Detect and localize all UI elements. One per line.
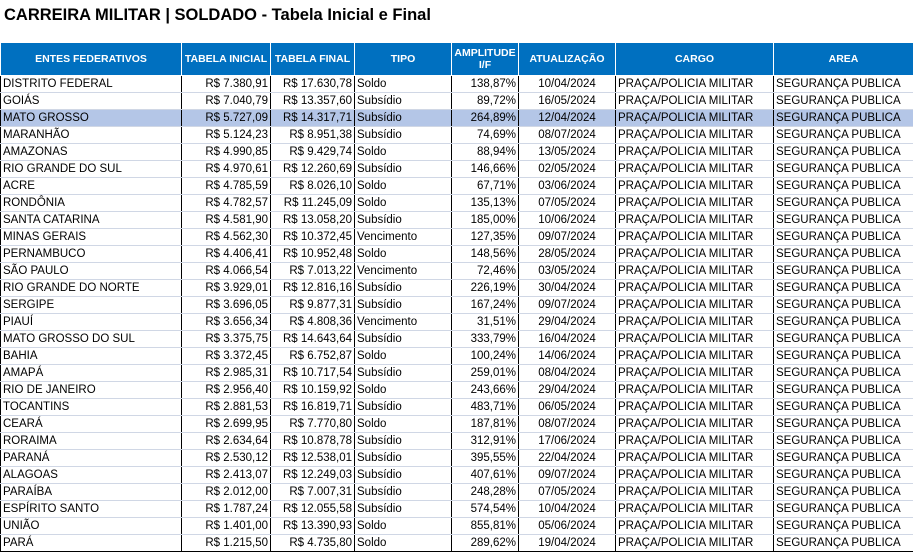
cell-amplitude[interactable]: 395,55% xyxy=(452,450,519,467)
cell-tipo[interactable]: Subsídio xyxy=(355,297,452,314)
cell-atualizacao[interactable]: 08/07/2024 xyxy=(519,416,616,433)
cell-atualizacao[interactable]: 09/07/2024 xyxy=(519,467,616,484)
table-row[interactable] xyxy=(1,450,913,467)
column-header-final[interactable]: TABELA FINAL xyxy=(271,43,355,76)
cell-amplitude[interactable]: 135,13% xyxy=(452,195,519,212)
table-row[interactable] xyxy=(1,161,913,178)
column-header-amplitude[interactable] xyxy=(452,43,519,76)
column-header-amplitude-line1: AMPLITUDE xyxy=(454,47,516,59)
cell-tipo[interactable]: Soldo xyxy=(355,348,452,365)
cell-atualizacao[interactable]: 08/04/2024 xyxy=(519,365,616,382)
cell-tipo[interactable]: Soldo xyxy=(355,246,452,263)
cell-tabela-final[interactable]: R$ 12.055,58 xyxy=(271,501,355,518)
cell-area[interactable]: SEGURANÇA PUBLICA xyxy=(774,76,913,93)
cell-tabela-final[interactable]: R$ 10.372,45 xyxy=(271,229,355,246)
cell-atualizacao[interactable]: 28/05/2024 xyxy=(519,246,616,263)
table-body xyxy=(1,76,913,552)
cell-atualizacao[interactable]: 06/05/2024 xyxy=(519,399,616,416)
cell-cargo[interactable]: PRAÇA/POLICIA MILITAR xyxy=(616,127,774,144)
table-row[interactable] xyxy=(1,314,913,331)
cell-tipo[interactable]: Soldo xyxy=(355,76,452,93)
cell-amplitude[interactable]: 187,81% xyxy=(452,416,519,433)
table-row[interactable] xyxy=(1,501,913,518)
table-row[interactable] xyxy=(1,229,913,246)
column-header-tipo[interactable]: TIPO xyxy=(355,43,452,76)
cell-tipo[interactable]: Subsídio xyxy=(355,127,452,144)
cell-amplitude[interactable]: 100,24% xyxy=(452,348,519,365)
cell-tipo[interactable]: Subsídio xyxy=(355,331,452,348)
cell-atualizacao[interactable]: 17/06/2024 xyxy=(519,433,616,450)
cell-tipo[interactable]: Subsídio xyxy=(355,365,452,382)
cell-area[interactable]: SEGURANÇA PUBLICA xyxy=(774,144,913,161)
cell-tabela-inicial[interactable]: R$ 3.929,01 xyxy=(182,280,271,297)
cell-cargo[interactable]: PRAÇA/POLICIA MILITAR xyxy=(616,144,774,161)
cell-tipo[interactable]: Subsídio xyxy=(355,399,452,416)
table-row[interactable] xyxy=(1,484,913,501)
cell-ente[interactable]: GOIÁS xyxy=(1,93,182,110)
cell-area[interactable]: SEGURANÇA PUBLICA xyxy=(774,195,913,212)
cell-cargo[interactable]: PRAÇA/POLICIA MILITAR xyxy=(616,501,774,518)
cell-tabela-inicial[interactable]: R$ 2.699,95 xyxy=(182,416,271,433)
cell-tipo[interactable]: Soldo xyxy=(355,178,452,195)
table-row[interactable] xyxy=(1,195,913,212)
cell-ente[interactable]: ACRE xyxy=(1,178,182,195)
cell-amplitude[interactable]: 167,24% xyxy=(452,297,519,314)
cell-atualizacao[interactable]: 10/04/2024 xyxy=(519,501,616,518)
cell-tabela-inicial[interactable]: R$ 1.215,50 xyxy=(182,535,271,552)
cell-area[interactable]: SEGURANÇA PUBLICA xyxy=(774,416,913,433)
cell-cargo[interactable]: PRAÇA/POLICIA MILITAR xyxy=(616,382,774,399)
cell-atualizacao[interactable]: 13/05/2024 xyxy=(519,144,616,161)
cell-tabela-final[interactable]: R$ 9.877,31 xyxy=(271,297,355,314)
table-row[interactable] xyxy=(1,144,913,161)
cell-ente[interactable]: PERNAMBUCO xyxy=(1,246,182,263)
cell-area[interactable]: SEGURANÇA PUBLICA xyxy=(774,382,913,399)
cell-tabela-final[interactable]: R$ 10.159,92 xyxy=(271,382,355,399)
cell-cargo[interactable]: PRAÇA/POLICIA MILITAR xyxy=(616,399,774,416)
table-row[interactable] xyxy=(1,467,913,484)
cell-amplitude[interactable]: 89,72% xyxy=(452,93,519,110)
cell-tipo[interactable]: Soldo xyxy=(355,518,452,535)
cell-ente[interactable]: MATO GROSSO xyxy=(1,110,182,127)
cell-tipo[interactable]: Subsídio xyxy=(355,212,452,229)
table-row[interactable] xyxy=(1,416,913,433)
cell-atualizacao[interactable]: 16/05/2024 xyxy=(519,93,616,110)
cell-ente[interactable]: DISTRITO FEDERAL xyxy=(1,76,182,93)
cell-tabela-final[interactable]: R$ 7.770,80 xyxy=(271,416,355,433)
cell-area[interactable]: SEGURANÇA PUBLICA xyxy=(774,127,913,144)
cell-cargo[interactable]: PRAÇA/POLICIA MILITAR xyxy=(616,76,774,93)
cell-area[interactable]: SEGURANÇA PUBLICA xyxy=(774,314,913,331)
cell-ente[interactable]: RIO GRANDE DO SUL xyxy=(1,161,182,178)
cell-cargo[interactable]: PRAÇA/POLICIA MILITAR xyxy=(616,195,774,212)
table-row[interactable] xyxy=(1,246,913,263)
cell-amplitude[interactable]: 312,91% xyxy=(452,433,519,450)
cell-cargo[interactable]: PRAÇA/POLICIA MILITAR xyxy=(616,535,774,552)
cell-tabela-final[interactable]: R$ 12.816,16 xyxy=(271,280,355,297)
cell-atualizacao[interactable]: 22/04/2024 xyxy=(519,450,616,467)
cell-tipo[interactable]: Subsídio xyxy=(355,484,452,501)
cell-amplitude[interactable]: 243,66% xyxy=(452,382,519,399)
cell-tabela-inicial[interactable]: R$ 1.787,24 xyxy=(182,501,271,518)
cell-tabela-final[interactable]: R$ 13.058,20 xyxy=(271,212,355,229)
cell-atualizacao[interactable]: 05/06/2024 xyxy=(519,518,616,535)
cell-amplitude[interactable]: 289,62% xyxy=(452,535,519,552)
cell-tabela-final[interactable]: R$ 4.735,80 xyxy=(271,535,355,552)
table-row[interactable] xyxy=(1,110,913,127)
cell-area[interactable]: SEGURANÇA PUBLICA xyxy=(774,399,913,416)
table-row[interactable] xyxy=(1,348,913,365)
cell-tabela-inicial[interactable]: R$ 7.040,79 xyxy=(182,93,271,110)
cell-tabela-final[interactable]: R$ 16.819,71 xyxy=(271,399,355,416)
cell-area[interactable]: SEGURANÇA PUBLICA xyxy=(774,229,913,246)
cell-cargo[interactable]: PRAÇA/POLICIA MILITAR xyxy=(616,484,774,501)
cell-tabela-final[interactable]: R$ 4.808,36 xyxy=(271,314,355,331)
cell-tabela-final[interactable]: R$ 13.357,60 xyxy=(271,93,355,110)
cell-tipo[interactable]: Vencimento xyxy=(355,229,452,246)
cell-tabela-inicial[interactable]: R$ 4.581,90 xyxy=(182,212,271,229)
cell-amplitude[interactable]: 226,19% xyxy=(452,280,519,297)
cell-area[interactable]: SEGURANÇA PUBLICA xyxy=(774,348,913,365)
cell-tabela-inicial[interactable]: R$ 2.012,00 xyxy=(182,484,271,501)
cell-cargo[interactable]: PRAÇA/POLICIA MILITAR xyxy=(616,297,774,314)
cell-tabela-inicial[interactable]: R$ 2.530,12 xyxy=(182,450,271,467)
cell-tipo[interactable]: Subsídio xyxy=(355,467,452,484)
cell-amplitude[interactable]: 31,51% xyxy=(452,314,519,331)
cell-tabela-final[interactable]: R$ 8.026,10 xyxy=(271,178,355,195)
cell-area[interactable]: SEGURANÇA PUBLICA xyxy=(774,263,913,280)
cell-area[interactable]: SEGURANÇA PUBLICA xyxy=(774,518,913,535)
cell-cargo[interactable]: PRAÇA/POLICIA MILITAR xyxy=(616,93,774,110)
cell-amplitude[interactable]: 127,35% xyxy=(452,229,519,246)
cell-area[interactable]: SEGURANÇA PUBLICA xyxy=(774,535,913,552)
cell-ente[interactable]: AMAPÁ xyxy=(1,365,182,382)
cell-area[interactable]: SEGURANÇA PUBLICA xyxy=(774,161,913,178)
cell-tabela-inicial[interactable]: R$ 5.124,23 xyxy=(182,127,271,144)
cell-atualizacao[interactable]: 30/04/2024 xyxy=(519,280,616,297)
cell-cargo[interactable]: PRAÇA/POLICIA MILITAR xyxy=(616,433,774,450)
cell-tabela-inicial[interactable]: R$ 7.380,91 xyxy=(182,76,271,93)
cell-tabela-inicial[interactable]: R$ 4.066,54 xyxy=(182,263,271,280)
cell-atualizacao[interactable]: 03/05/2024 xyxy=(519,263,616,280)
table-row[interactable] xyxy=(1,535,913,552)
cell-atualizacao[interactable]: 03/06/2024 xyxy=(519,178,616,195)
cell-cargo[interactable]: PRAÇA/POLICIA MILITAR xyxy=(616,331,774,348)
cell-tipo[interactable]: Subsídio xyxy=(355,433,452,450)
cell-ente[interactable]: ALAGOAS xyxy=(1,467,182,484)
cell-tipo[interactable]: Soldo xyxy=(355,535,452,552)
cell-tipo[interactable]: Subsídio xyxy=(355,501,452,518)
cell-tipo[interactable]: Subsídio xyxy=(355,161,452,178)
cell-tabela-final[interactable]: R$ 10.952,48 xyxy=(271,246,355,263)
table-row[interactable] xyxy=(1,518,913,535)
cell-ente[interactable]: SERGIPE xyxy=(1,297,182,314)
cell-ente[interactable]: CEARÁ xyxy=(1,416,182,433)
page-title: CARREIRA MILITAR | SOLDADO - Tabela Inicial e Final xyxy=(4,6,431,24)
cell-tabela-final[interactable]: R$ 14.317,71 xyxy=(271,110,355,127)
cell-tabela-inicial[interactable]: R$ 2.413,07 xyxy=(182,467,271,484)
cell-area[interactable]: SEGURANÇA PUBLICA xyxy=(774,331,913,348)
cell-tabela-inicial[interactable]: R$ 4.990,85 xyxy=(182,144,271,161)
cell-amplitude[interactable]: 574,54% xyxy=(452,501,519,518)
cell-cargo[interactable]: PRAÇA/POLICIA MILITAR xyxy=(616,450,774,467)
cell-area[interactable]: SEGURANÇA PUBLICA xyxy=(774,484,913,501)
cell-ente[interactable]: MATO GROSSO DO SUL xyxy=(1,331,182,348)
cell-amplitude[interactable]: 148,56% xyxy=(452,246,519,263)
cell-atualizacao[interactable]: 29/04/2024 xyxy=(519,382,616,399)
column-header-area[interactable]: AREA xyxy=(774,43,913,76)
cell-atualizacao[interactable]: 29/04/2024 xyxy=(519,314,616,331)
cell-ente[interactable]: AMAZONAS xyxy=(1,144,182,161)
cell-tabela-final[interactable]: R$ 14.643,64 xyxy=(271,331,355,348)
cell-area[interactable]: SEGURANÇA PUBLICA xyxy=(774,450,913,467)
cell-tabela-inicial[interactable]: R$ 2.881,53 xyxy=(182,399,271,416)
cell-amplitude[interactable]: 72,46% xyxy=(452,263,519,280)
table-row[interactable] xyxy=(1,212,913,229)
cell-tabela-final[interactable]: R$ 10.878,78 xyxy=(271,433,355,450)
cell-tabela-inicial[interactable]: R$ 4.406,41 xyxy=(182,246,271,263)
table-row[interactable] xyxy=(1,76,913,93)
cell-amplitude[interactable]: 248,28% xyxy=(452,484,519,501)
cell-ente[interactable]: RONDÔNIA xyxy=(1,195,182,212)
cell-tabela-inicial[interactable]: R$ 4.970,61 xyxy=(182,161,271,178)
cell-atualizacao[interactable]: 19/04/2024 xyxy=(519,535,616,552)
table-row[interactable] xyxy=(1,280,913,297)
cell-amplitude[interactable]: 88,94% xyxy=(452,144,519,161)
cell-tipo[interactable]: Soldo xyxy=(355,195,452,212)
cell-tabela-inicial[interactable]: R$ 2.634,64 xyxy=(182,433,271,450)
cell-amplitude[interactable]: 855,81% xyxy=(452,518,519,535)
cell-ente[interactable]: RIO GRANDE DO NORTE xyxy=(1,280,182,297)
cell-amplitude[interactable]: 333,79% xyxy=(452,331,519,348)
cell-atualizacao[interactable]: 08/07/2024 xyxy=(519,127,616,144)
cell-tipo[interactable]: Soldo xyxy=(355,382,452,399)
cell-area[interactable]: SEGURANÇA PUBLICA xyxy=(774,212,913,229)
cell-area[interactable]: SEGURANÇA PUBLICA xyxy=(774,110,913,127)
cell-ente[interactable]: SANTA CATARINA xyxy=(1,212,182,229)
cell-ente[interactable]: MINAS GERAIS xyxy=(1,229,182,246)
cell-cargo[interactable]: PRAÇA/POLICIA MILITAR xyxy=(616,416,774,433)
cell-tabela-inicial[interactable]: R$ 3.656,34 xyxy=(182,314,271,331)
column-header-cargo[interactable]: CARGO xyxy=(616,43,774,76)
cell-ente[interactable]: PARAÍBA xyxy=(1,484,182,501)
cell-tabela-inicial[interactable]: R$ 1.401,00 xyxy=(182,518,271,535)
cell-atualizacao[interactable]: 10/04/2024 xyxy=(519,76,616,93)
cell-amplitude[interactable]: 146,66% xyxy=(452,161,519,178)
cell-tabela-inicial[interactable]: R$ 3.372,45 xyxy=(182,348,271,365)
table-row[interactable] xyxy=(1,433,913,450)
cell-tabela-inicial[interactable]: R$ 3.375,75 xyxy=(182,331,271,348)
cell-tabela-final[interactable]: R$ 9.429,74 xyxy=(271,144,355,161)
cell-tabela-final[interactable]: R$ 12.249,03 xyxy=(271,467,355,484)
cell-ente[interactable]: MARANHÃO xyxy=(1,127,182,144)
table-row[interactable] xyxy=(1,127,913,144)
salary-table xyxy=(0,42,913,552)
cell-tabela-final[interactable]: R$ 12.260,69 xyxy=(271,161,355,178)
cell-tabela-final[interactable]: R$ 6.752,87 xyxy=(271,348,355,365)
cell-tabela-inicial[interactable]: R$ 4.782,57 xyxy=(182,195,271,212)
cell-cargo[interactable]: PRAÇA/POLICIA MILITAR xyxy=(616,348,774,365)
cell-amplitude[interactable]: 259,01% xyxy=(452,365,519,382)
cell-atualizacao[interactable]: 02/05/2024 xyxy=(519,161,616,178)
cell-amplitude[interactable]: 483,71% xyxy=(452,399,519,416)
table-row[interactable] xyxy=(1,331,913,348)
cell-tipo[interactable]: Subsídio xyxy=(355,93,452,110)
table-row[interactable] xyxy=(1,382,913,399)
cell-area[interactable]: SEGURANÇA PUBLICA xyxy=(774,501,913,518)
cell-ente[interactable]: BAHIA xyxy=(1,348,182,365)
cell-ente[interactable]: TOCANTINS xyxy=(1,399,182,416)
cell-atualizacao[interactable]: 10/06/2024 xyxy=(519,212,616,229)
cell-tipo[interactable]: Vencimento xyxy=(355,314,452,331)
column-header-inicial[interactable]: TABELA INICIAL xyxy=(182,43,271,76)
cell-tipo[interactable]: Subsídio xyxy=(355,110,452,127)
cell-area[interactable]: SEGURANÇA PUBLICA xyxy=(774,297,913,314)
cell-area[interactable]: SEGURANÇA PUBLICA xyxy=(774,178,913,195)
table-row[interactable] xyxy=(1,263,913,280)
cell-tipo[interactable]: Soldo xyxy=(355,144,452,161)
cell-area[interactable]: SEGURANÇA PUBLICA xyxy=(774,365,913,382)
cell-area[interactable]: SEGURANÇA PUBLICA xyxy=(774,93,913,110)
cell-ente[interactable]: UNIÃO xyxy=(1,518,182,535)
cell-cargo[interactable]: PRAÇA/POLICIA MILITAR xyxy=(616,212,774,229)
cell-area[interactable]: SEGURANÇA PUBLICA xyxy=(774,467,913,484)
cell-tabela-final[interactable]: R$ 10.717,54 xyxy=(271,365,355,382)
cell-cargo[interactable]: PRAÇA/POLICIA MILITAR xyxy=(616,229,774,246)
cell-cargo[interactable]: PRAÇA/POLICIA MILITAR xyxy=(616,178,774,195)
table-row[interactable] xyxy=(1,178,913,195)
cell-cargo[interactable]: PRAÇA/POLICIA MILITAR xyxy=(616,518,774,535)
cell-amplitude[interactable]: 185,00% xyxy=(452,212,519,229)
cell-atualizacao[interactable]: 16/04/2024 xyxy=(519,331,616,348)
cell-ente[interactable]: PARÁ xyxy=(1,535,182,552)
cell-tabela-inicial[interactable]: R$ 4.562,30 xyxy=(182,229,271,246)
cell-cargo[interactable]: PRAÇA/POLICIA MILITAR xyxy=(616,365,774,382)
cell-area[interactable]: SEGURANÇA PUBLICA xyxy=(774,433,913,450)
cell-cargo[interactable]: PRAÇA/POLICIA MILITAR xyxy=(616,280,774,297)
cell-tabela-final[interactable]: R$ 13.390,93 xyxy=(271,518,355,535)
column-header-atualizacao[interactable]: ATUALIZAÇÃO xyxy=(519,43,616,76)
cell-atualizacao[interactable]: 07/05/2024 xyxy=(519,484,616,501)
cell-atualizacao[interactable]: 07/05/2024 xyxy=(519,195,616,212)
cell-tipo[interactable]: Soldo xyxy=(355,416,452,433)
cell-area[interactable]: SEGURANÇA PUBLICA xyxy=(774,246,913,263)
cell-amplitude[interactable]: 407,61% xyxy=(452,467,519,484)
cell-tabela-inicial[interactable]: R$ 3.696,05 xyxy=(182,297,271,314)
cell-tipo[interactable]: Vencimento xyxy=(355,263,452,280)
cell-ente[interactable]: RIO DE JANEIRO xyxy=(1,382,182,399)
cell-ente[interactable]: PIAUÍ xyxy=(1,314,182,331)
table-row[interactable] xyxy=(1,93,913,110)
table-row[interactable] xyxy=(1,297,913,314)
cell-atualizacao[interactable]: 14/06/2024 xyxy=(519,348,616,365)
cell-atualizacao[interactable]: 09/07/2024 xyxy=(519,297,616,314)
cell-ente[interactable]: RORAIMA xyxy=(1,433,182,450)
column-header-ente[interactable]: ENTES FEDERATIVOS xyxy=(1,43,182,76)
cell-cargo[interactable]: PRAÇA/POLICIA MILITAR xyxy=(616,314,774,331)
cell-area[interactable]: SEGURANÇA PUBLICA xyxy=(774,280,913,297)
cell-tabela-final[interactable]: R$ 17.630,78 xyxy=(271,76,355,93)
cell-ente[interactable]: ESPÍRITO SANTO xyxy=(1,501,182,518)
cell-cargo[interactable]: PRAÇA/POLICIA MILITAR xyxy=(616,263,774,280)
cell-ente[interactable]: PARANÁ xyxy=(1,450,182,467)
cell-tabela-inicial[interactable]: R$ 4.785,59 xyxy=(182,178,271,195)
cell-cargo[interactable]: PRAÇA/POLICIA MILITAR xyxy=(616,246,774,263)
cell-tabela-final[interactable]: R$ 12.538,01 xyxy=(271,450,355,467)
cell-cargo[interactable]: PRAÇA/POLICIA MILITAR xyxy=(616,110,774,127)
cell-tabela-inicial[interactable]: R$ 2.985,31 xyxy=(182,365,271,382)
cell-amplitude[interactable]: 74,69% xyxy=(452,127,519,144)
cell-atualizacao[interactable]: 09/07/2024 xyxy=(519,229,616,246)
cell-amplitude[interactable]: 138,87% xyxy=(452,76,519,93)
cell-atualizacao[interactable]: 12/04/2024 xyxy=(519,110,616,127)
table-header-row xyxy=(1,43,913,76)
cell-tabela-final[interactable]: R$ 8.951,38 xyxy=(271,127,355,144)
cell-amplitude[interactable]: 264,89% xyxy=(452,110,519,127)
cell-amplitude[interactable]: 67,71% xyxy=(452,178,519,195)
cell-tabela-final[interactable]: R$ 7.013,22 xyxy=(271,263,355,280)
cell-tipo[interactable]: Subsídio xyxy=(355,280,452,297)
cell-tabela-final[interactable]: R$ 11.245,09 xyxy=(271,195,355,212)
cell-ente[interactable]: SÃO PAULO xyxy=(1,263,182,280)
table-row[interactable] xyxy=(1,399,913,416)
cell-tipo[interactable]: Subsídio xyxy=(355,450,452,467)
cell-cargo[interactable]: PRAÇA/POLICIA MILITAR xyxy=(616,161,774,178)
column-header-amplitude-line2: I/F xyxy=(478,59,492,71)
cell-tabela-inicial[interactable]: R$ 5.727,09 xyxy=(182,110,271,127)
table-row[interactable] xyxy=(1,365,913,382)
cell-tabela-final[interactable]: R$ 7.007,31 xyxy=(271,484,355,501)
cell-cargo[interactable]: PRAÇA/POLICIA MILITAR xyxy=(616,467,774,484)
cell-tabela-inicial[interactable]: R$ 2.956,40 xyxy=(182,382,271,399)
